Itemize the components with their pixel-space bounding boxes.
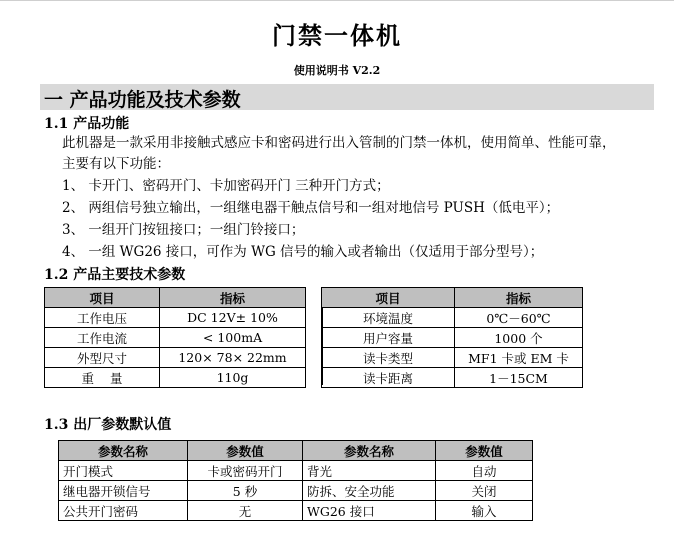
top-rule bbox=[0, 0, 674, 1]
table-cell: 工作电压 bbox=[45, 308, 160, 328]
table-row bbox=[59, 501, 533, 521]
table-cell: 公共开门密码 bbox=[59, 501, 188, 521]
table-row bbox=[45, 348, 306, 368]
table-header-cell: 项目 bbox=[45, 288, 160, 308]
document-subtitle: 使用说明书 V2.2 bbox=[293, 64, 381, 77]
feature-item: 2、 两组信号独立输出，一组继电器干触点信号和一组对地信号 PUSH（低电平）； bbox=[62, 200, 560, 216]
feature-item: 1、 卡开门、密码开门、卡加密码开门 三种开门方式； bbox=[62, 178, 390, 194]
table-cell: 关闭 bbox=[436, 481, 533, 501]
document-title: 门禁一体机 bbox=[272, 21, 402, 50]
table-cell: 外型尺寸 bbox=[45, 348, 160, 368]
table-header-row bbox=[59, 441, 533, 461]
table-cell: 110g bbox=[160, 368, 306, 388]
table-row bbox=[45, 308, 306, 328]
table-cell: 1000 个 bbox=[455, 328, 583, 348]
feature-item: 4、 一组 WG26 接口，可作为 WG 信号的输入或者输出（仅适用于部分型号）； bbox=[62, 244, 544, 260]
table-cell: WG26 接口 bbox=[303, 501, 436, 521]
table-cell: 自动 bbox=[436, 461, 533, 481]
table-cell: 输入 bbox=[436, 501, 533, 521]
heading-1-1: 1.1 产品功能 bbox=[44, 116, 130, 132]
table-cell: 读卡类型 bbox=[322, 348, 455, 368]
table-cell: 背光 bbox=[303, 461, 436, 481]
table-cell: 120× 78× 22mm bbox=[160, 348, 306, 368]
table-cell: 继电器开锁信号 bbox=[59, 481, 188, 501]
intro-line-2: 主要有以下功能： bbox=[62, 156, 170, 172]
table-cell: 开门模式 bbox=[59, 461, 188, 481]
table-header-cell: 参数值 bbox=[188, 441, 303, 461]
table-cell: 环境温度 bbox=[322, 308, 455, 328]
table-header-cell: 指标 bbox=[160, 288, 306, 308]
table-cell: < 100mA bbox=[160, 328, 306, 348]
table-header-cell: 项目 bbox=[322, 288, 455, 308]
feature-item: 3、 一组开门按钮接口；一组门铃接口； bbox=[62, 222, 305, 238]
heading-1-2: 1.2 产品主要技术参数 bbox=[44, 267, 186, 283]
table-cell: 防拆、安全功能 bbox=[303, 481, 436, 501]
table-cell: 卡或密码开门 bbox=[188, 461, 303, 481]
table-cell: DC 12V± 10% bbox=[160, 308, 306, 328]
table-cell: 重 量 bbox=[45, 368, 160, 388]
table-header-cell: 参数名称 bbox=[59, 441, 188, 461]
section-heading: 一 产品功能及技术参数 bbox=[44, 89, 241, 111]
table-cell: 工作电流 bbox=[45, 328, 160, 348]
table-row bbox=[59, 461, 533, 481]
table-cell: 1－15CM bbox=[455, 368, 583, 388]
table-cell: 5 秒 bbox=[188, 481, 303, 501]
table-header-row bbox=[322, 288, 583, 308]
heading-1-3: 1.3 出厂参数默认值 bbox=[44, 417, 172, 433]
table-header-cell: 参数值 bbox=[436, 441, 533, 461]
table-header-row bbox=[45, 288, 306, 308]
spec-table-right bbox=[321, 287, 583, 388]
table-header-cell: 参数名称 bbox=[303, 441, 436, 461]
table-cell: 0℃－60℃ bbox=[455, 308, 583, 328]
table-row bbox=[45, 368, 306, 388]
table-row bbox=[59, 481, 533, 501]
defaults-table bbox=[58, 440, 533, 521]
table-header-cell: 指标 bbox=[455, 288, 583, 308]
table-cell: MF1 卡或 EM 卡 bbox=[455, 348, 583, 368]
table-cell: 无 bbox=[188, 501, 303, 521]
table-row bbox=[322, 328, 583, 348]
table-row bbox=[45, 328, 306, 348]
table-row bbox=[322, 368, 583, 388]
spec-table-left bbox=[44, 287, 306, 388]
table-cell: 读卡距离 bbox=[322, 368, 455, 388]
table-row bbox=[322, 308, 583, 328]
intro-line-1: 此机器是一款采用非接触式感应卡和密码进行出入管制的门禁一体机，使用简单、性能可靠， bbox=[62, 135, 616, 151]
table-cell: 用户容量 bbox=[322, 328, 455, 348]
table-row bbox=[322, 348, 583, 368]
